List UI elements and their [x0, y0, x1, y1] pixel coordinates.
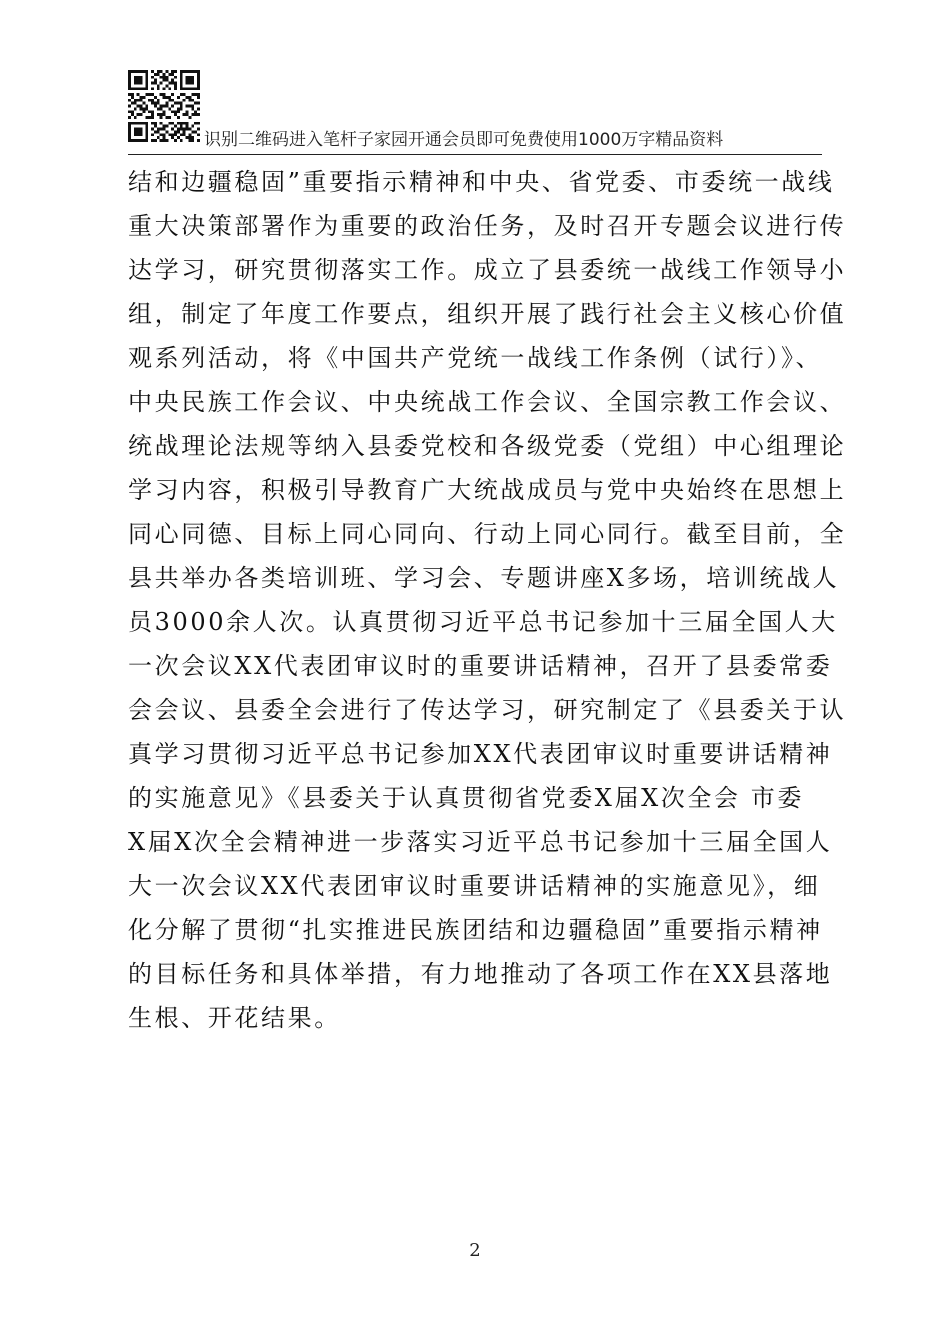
- qr-code-icon: [128, 70, 200, 142]
- text-line: 统战理论法规等纳入县委党校和各级党委（党组）中心组理论: [128, 432, 847, 460]
- page-number: 2: [469, 1240, 481, 1261]
- page-header: [128, 70, 822, 154]
- text-line: X届X次全会精神进一步落实习近平总书记参加十三届全国人: [128, 828, 833, 856]
- qr-caption: 识别二维码进入笔杆子家园开通会员即可免费使用1000万字精品资料: [204, 130, 724, 150]
- text-line: 化分解了贯彻“扎实推进民族团结和边疆稳固”重要指示精神: [128, 916, 823, 944]
- text-line: 生根、开花结果。: [128, 1004, 341, 1032]
- text-line: 员3000余人次。认真贯彻习近平总书记参加十三届全国人大: [128, 608, 838, 636]
- text-line: 一次会议XX代表团审议时的重要讲话精神，召开了县委常委: [128, 652, 833, 680]
- text-line: 同心同德、目标上同心同向、行动上同心同行。截至目前，全: [128, 520, 847, 548]
- text-line: 达学习，研究贯彻落实工作。成立了县委统一战线工作领导小: [128, 256, 847, 284]
- text-line: 会会议、县委全会进行了传达学习，研究制定了《县委关于认: [128, 696, 847, 724]
- text-line: 观系列活动，将《中国共产党统一战线工作条例（试行）》、: [128, 344, 823, 372]
- text-line: 的实施意见》《县委关于认真贯彻省党委X届X次全会 市委: [128, 784, 804, 812]
- text-line: 大一次会议XX代表团审议时重要讲话精神的实施意见》，细: [128, 872, 821, 900]
- text-line: 重大决策部署作为重要的政治任务，及时召开专题会议进行传: [128, 212, 847, 240]
- text-line: 结和边疆稳固”重要指示精神和中央、省党委、市委统一战线: [128, 168, 835, 196]
- text-line: 的目标任务和具体举措，有力地推动了各项工作在XX县落地: [128, 960, 833, 988]
- text-line: 学习内容，积极引导教育广大统战成员与党中央始终在思想上: [128, 476, 847, 504]
- header-divider: [128, 154, 822, 155]
- text-line: 县共举办各类培训班、学习会、专题讲座X多场，培训统战人: [128, 564, 840, 592]
- text-line: 真学习贯彻习近平总书记参加XX代表团审议时重要讲话精神: [128, 740, 833, 768]
- text-line: 组，制定了年度工作要点，组织开展了践行社会主义核心价值: [128, 300, 847, 328]
- body-paragraph: [128, 160, 847, 1040]
- text-line: 中央民族工作会议、中央统战工作会议、全国宗教工作会议、: [128, 388, 847, 416]
